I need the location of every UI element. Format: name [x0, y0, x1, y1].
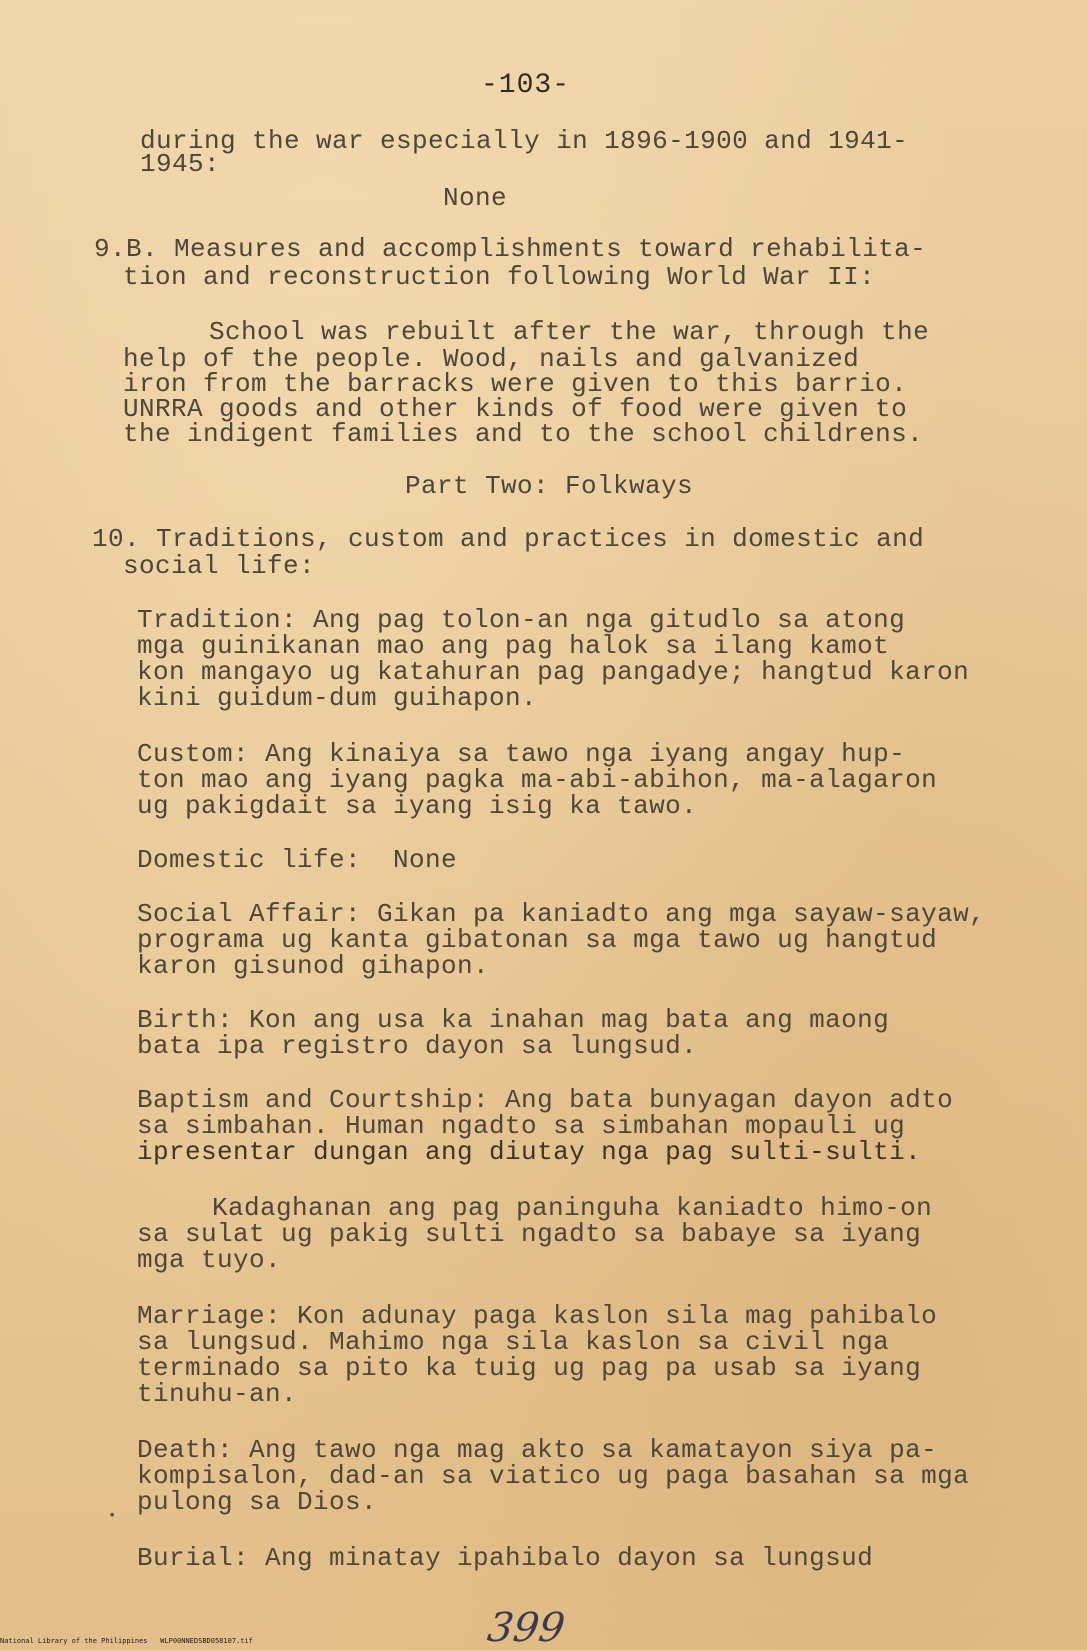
- text-line: ipresentar dungan ang diutay nga pag sulti-sulti.: [137, 1137, 922, 1167]
- text-line: mga guinikanan mao ang pag halok sa ilang kamot: [137, 631, 890, 661]
- text-line: Birth: Kon ang usa ka inahan mag bata ang maong: [137, 1005, 890, 1035]
- text-line: help of the people. Wood, nails and galvanized: [123, 344, 860, 374]
- text-line: the indigent families and to the school childrens.: [123, 419, 924, 449]
- handwritten-page-number: 399: [484, 1605, 568, 1651]
- text-line: Baptism and Courtship: Ang bata bunyagan dayon adto: [137, 1085, 954, 1115]
- text-line: programa ug kanta gibatonan sa mga tawo ug hangtud: [137, 925, 938, 955]
- ink-mark-icon: •: [108, 1508, 117, 1524]
- text-line: UNRRA goods and other kinds of food were given to: [123, 394, 908, 424]
- text-line: terminado sa pito ka tuig ug pag pa usab sa iyang: [137, 1353, 922, 1383]
- footer-file-id: WLP00NNEDSBD058107.tif: [160, 1637, 253, 1645]
- text-line: Tradition: Ang pag tolon-an nga gitudlo sa atong: [137, 605, 906, 635]
- text-line: tinuhu-an.: [137, 1379, 298, 1409]
- text-line: bata ipa registro dayon sa lungsud.: [137, 1031, 698, 1061]
- text-line: sa simbahan. Human ngadto sa simbahan mopauli ug: [137, 1111, 906, 1141]
- text-line: sa sulat ug pakig sulti ngadto sa babaye sa iyang: [137, 1219, 922, 1249]
- text-line: None: [443, 183, 508, 213]
- text-line: Kadaghanan ang pag paninguha kaniadto himo-on: [212, 1193, 933, 1223]
- text-line: ton mao ang iyang pagka ma-abi-abihon, ma-alagaron: [137, 765, 938, 795]
- section-heading: 10. Traditions, custom and practices in domestic and: [92, 524, 925, 554]
- text-line: during the war especially in 1896-1900 and 1941-: [140, 126, 909, 156]
- scan-footer: [0, 1637, 253, 1646]
- footer-library: National Library of the Philippines: [0, 1637, 148, 1645]
- text-line: sa lungsud. Mahimo nga sila kaslon sa civil nga: [137, 1327, 890, 1357]
- text-line: social life:: [123, 551, 316, 581]
- text-line: Burial: Ang minatay ipahibalo dayon sa lungsud: [137, 1543, 874, 1573]
- text-line: kompisalon, dad-an sa viatico ug paga basahan sa mga: [137, 1461, 970, 1491]
- text-line: iron from the barracks were given to this barrio.: [123, 369, 908, 399]
- text-line: School was rebuilt after the war, through the: [209, 317, 930, 347]
- text-line: mga tuyo.: [137, 1245, 282, 1275]
- text-line: karon gisunod gihapon.: [137, 951, 490, 981]
- text-line: Marriage: Kon adunay paga kaslon sila mag pahibalo: [137, 1301, 938, 1331]
- text-line: ug pakigdait sa iyang isig ka tawo.: [137, 791, 698, 821]
- text-line: pulong sa Dios.: [137, 1487, 378, 1517]
- text-line: Social Affair: Gikan pa kaniadto ang mga sayaw-sayaw,: [137, 899, 986, 929]
- text-line: 1945:: [140, 149, 221, 179]
- text-line: Custom: Ang kinaiya sa tawo nga iyang angay hup-: [137, 739, 906, 769]
- section-heading: 9.B. Measures and accomplishments toward rehabilita-: [94, 234, 927, 264]
- page-number: -103-: [481, 70, 571, 101]
- text-line: Death: Ang tawo nga mag akto sa kamatayon siya pa-: [137, 1435, 938, 1465]
- text-line: tion and reconstruction following World War II:: [123, 262, 876, 292]
- text-line: Domestic life: None: [137, 845, 458, 875]
- part-heading: Part Two: Folkways: [405, 471, 694, 501]
- text-line: kon mangayo ug katahuran pag pangadye; hangtud karon: [137, 657, 970, 687]
- text-line: kini guidum-dum guihapon.: [137, 683, 538, 713]
